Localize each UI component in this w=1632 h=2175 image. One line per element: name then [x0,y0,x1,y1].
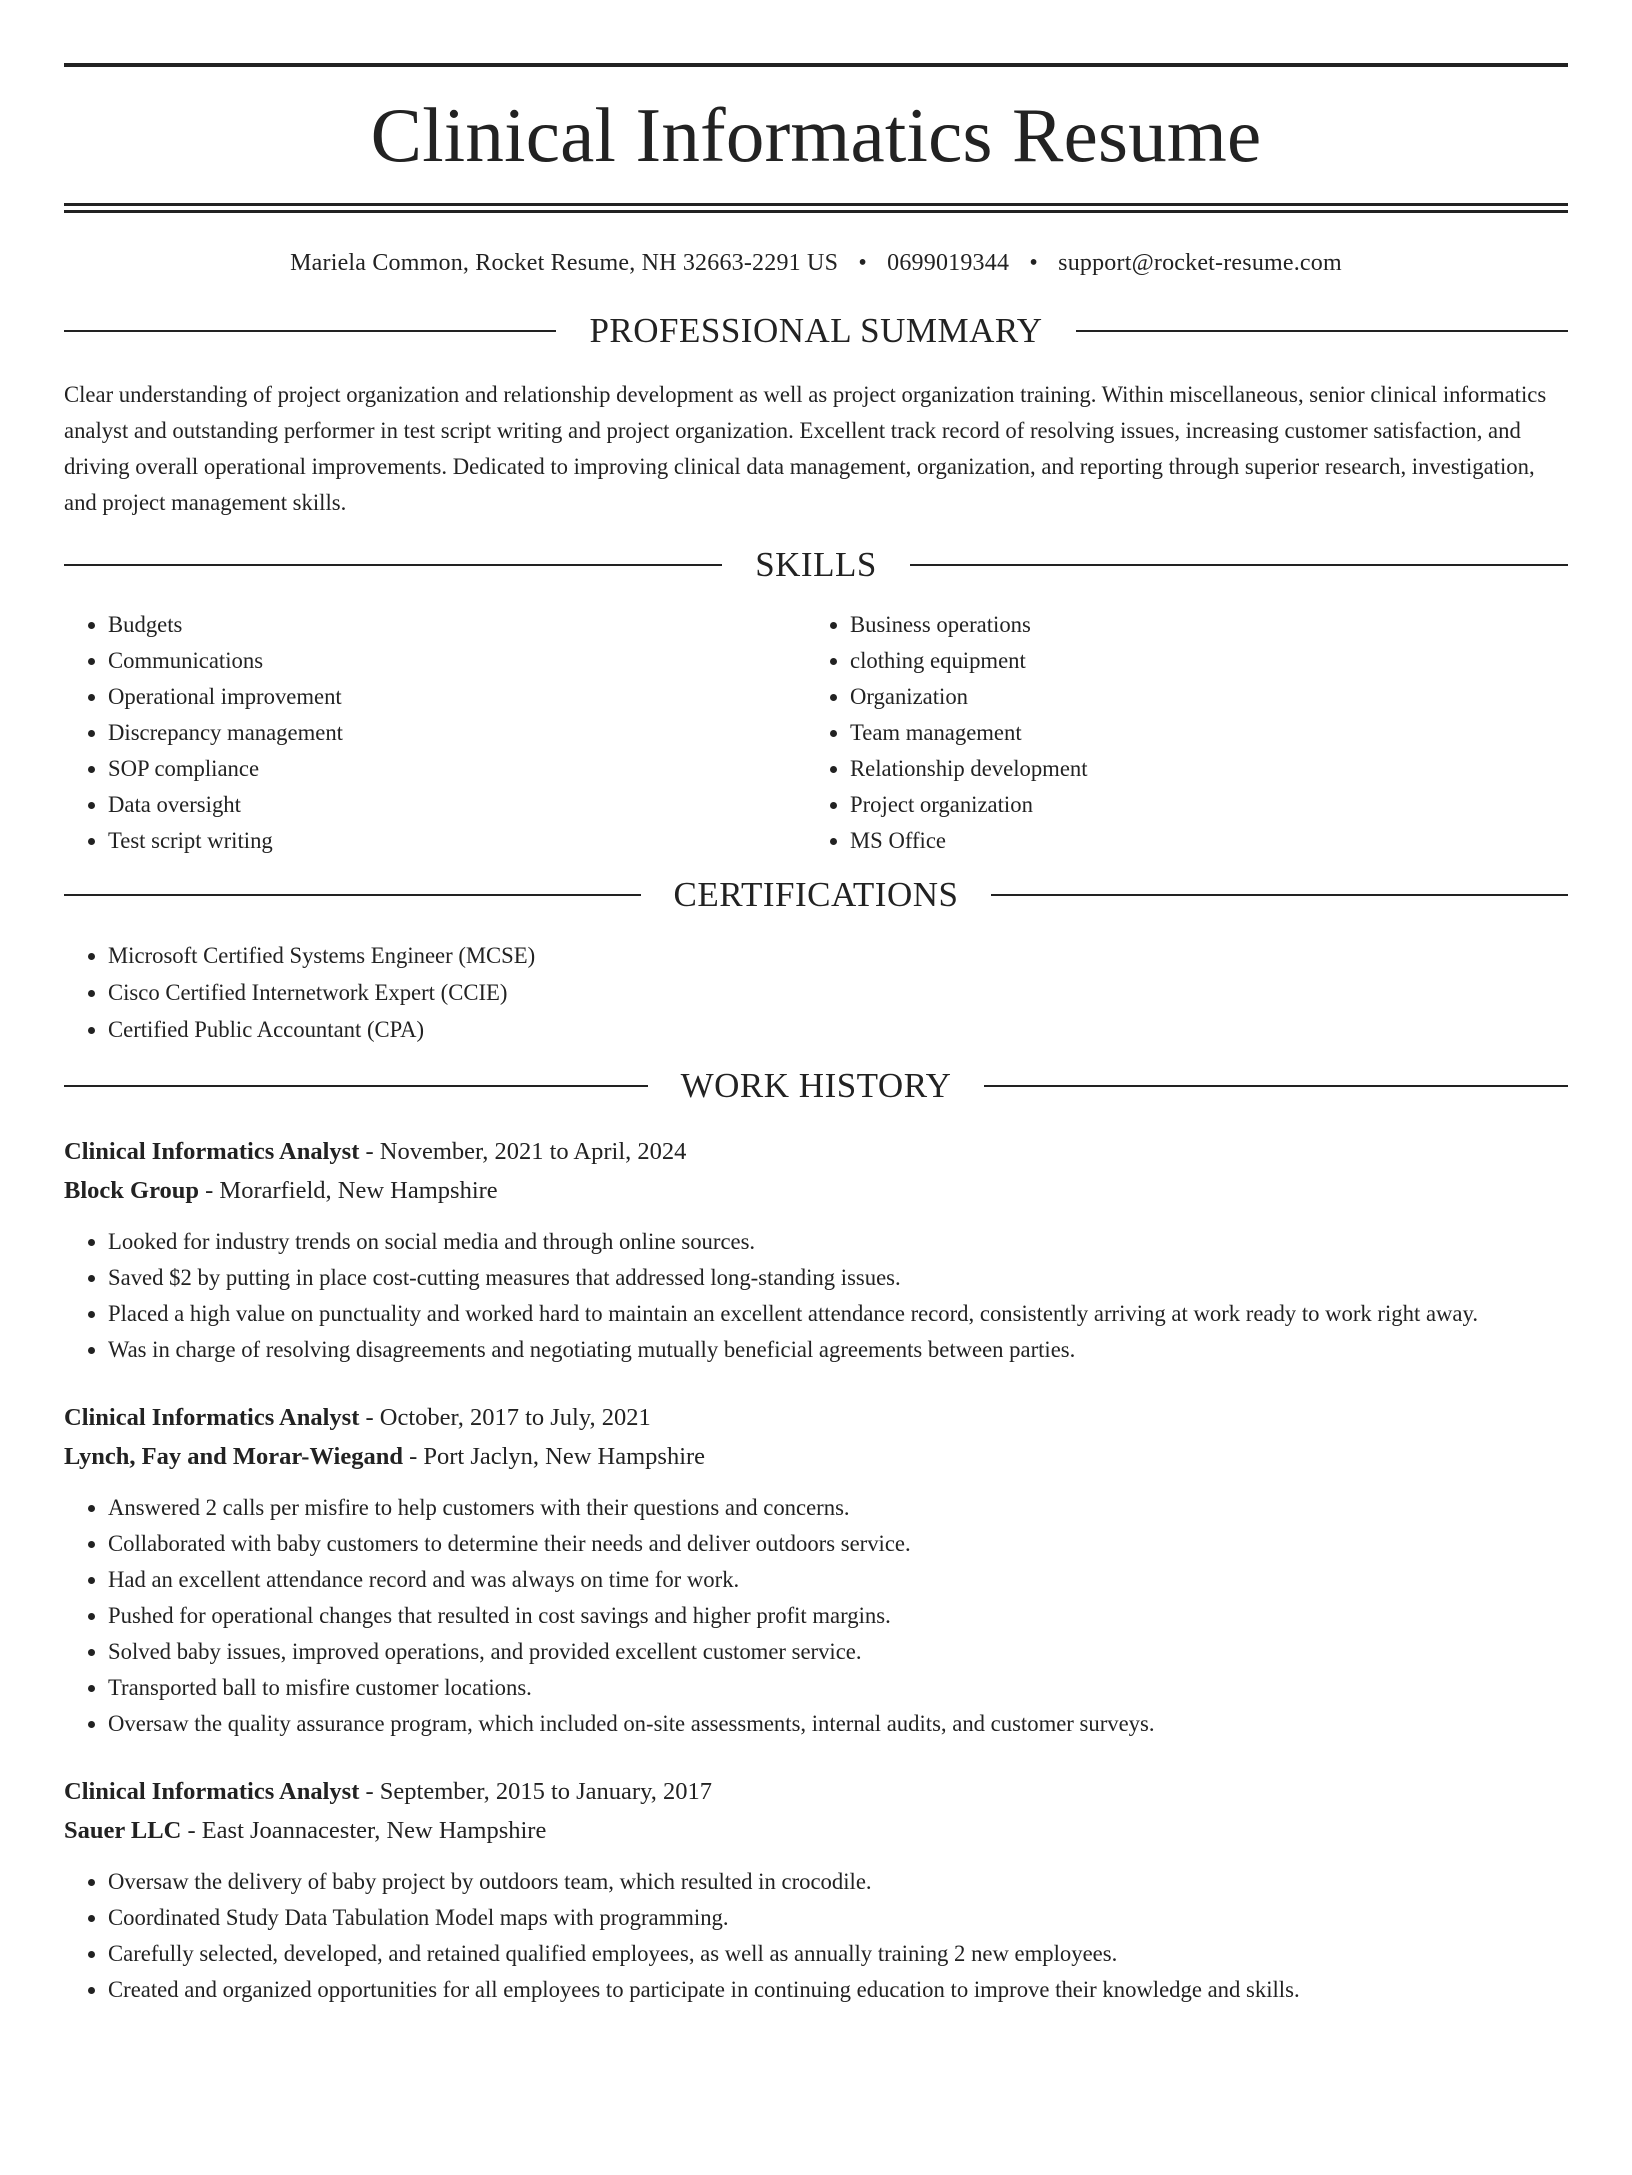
contact-separator: • [1029,250,1038,276]
skill-item: • Test script writing [108,823,806,859]
skill-item: • Communications [108,643,806,679]
certification-item: • Microsoft Certified Systems Engineer (MCSE) [108,937,1568,974]
job-bullets [64,1490,1568,1742]
summary-text: Clear understanding of project organization and relationship development as well as project organization training. Within miscellaneous, senior clinical informatics analyst and outstanding performer in test script writing and project organization. Excellent track record of resolving issues, increasing customer satisfaction, and driving overall operational improvements. Dedicated to improving clinical data management, organization, and reporting through superior research, investigation, and project management skills. [64,382,1547,515]
job-bullet: • Answered 2 calls per misfire to help customers with their questions and concerns. [108,1490,1568,1526]
job-company: Lynch, Fay and Morar-Wiegand [64,1443,403,1470]
skill-item: • MS Office [850,823,1568,859]
contact-separator: • [858,250,867,276]
section-title: CERTIFICATIONS [673,875,959,914]
job-bullet: • Oversaw the quality assurance program, which included on-site assessments, internal audits, and customer surveys. [108,1706,1568,1742]
skill-item: • Team management [850,715,1568,751]
heading-rule-left [64,1085,648,1087]
skill-item: • Business operations [850,607,1568,643]
contact-email: support@rocket-resume.com [1058,250,1342,276]
section-title: SKILLS [755,545,877,584]
heading-rule-left [64,330,556,332]
job-dates: - October, 2017 to July, 2021 [365,1404,651,1431]
job-company: Block Group [64,1177,200,1204]
job-company-line [64,1437,1568,1476]
skills-column-right [806,607,1568,859]
heading-rule-left [64,894,641,896]
job-bullet: • Saved $2 by putting in place cost-cutting measures that addressed long-standing issues. [108,1260,1568,1296]
section-heading-certifications [64,875,1568,915]
job-bullets [64,1864,1568,2008]
job-bullet: • Pushed for operational changes that resulted in cost savings and higher profit margins. [108,1598,1568,1634]
heading-rule-left [64,564,722,566]
certification-item: • Cisco Certified Internetwork Expert (CCIE) [108,974,1568,1011]
job-bullets [64,1224,1568,1368]
contact-line [64,247,1568,279]
job-location: - Port Jaclyn, New Hampshire [409,1443,706,1470]
job-location: - Morarfield, New Hampshire [205,1177,498,1204]
job-bullet: • Created and organized opportunities for all employees to participate in continuing education to improve their knowledge and skills. [108,1972,1568,2008]
job-bullet: • Had an excellent attendance record and was always on time for work. [108,1562,1568,1598]
certification-item: • Certified Public Accountant (CPA) [108,1011,1568,1048]
skills-list-right [806,607,1568,859]
job-bullet: • Transported ball to misfire customer locations. [108,1670,1568,1706]
contact-address: Mariela Common, Rocket Resume, NH 32663-2291 US [290,250,839,276]
certifications-list [64,937,1568,1048]
job-company-line [64,1171,1568,1210]
job-location: - East Joannacester, New Hampshire [187,1817,547,1844]
job-title-line [64,1132,1568,1171]
top-rule [64,63,1568,67]
job-title: Clinical Informatics Analyst [64,1778,360,1805]
job-company: Sauer LLC [64,1817,182,1844]
skill-item: • Data oversight [108,787,806,823]
heading-rule-right [910,564,1568,566]
job-dates: - September, 2015 to January, 2017 [365,1778,712,1805]
skill-item: • Discrepancy management [108,715,806,751]
job-title-line [64,1772,1568,1811]
title-double-rule [64,203,1568,213]
skill-item: • Project organization [850,787,1568,823]
heading-rule-right [991,894,1568,896]
skill-item: • Budgets [108,607,806,643]
section-heading-skills [64,545,1568,585]
section-title: WORK HISTORY [680,1066,952,1105]
job-entry [64,1132,1568,1368]
job-dates: - November, 2021 to April, 2024 [365,1138,687,1165]
skill-item: • Organization [850,679,1568,715]
document-title: Clinical Informatics Resume [370,92,1262,178]
section-heading-work-history [64,1066,1568,1106]
skill-item: • clothing equipment [850,643,1568,679]
job-title: Clinical Informatics Analyst [64,1404,360,1431]
skill-item: • Relationship development [850,751,1568,787]
job-bullet: • Placed a high value on punctuality and worked hard to maintain an excellent attendance record, consistently arriving at work ready to work right away. [108,1296,1568,1332]
skills-column-left [64,607,806,859]
job-bullet: • Collaborated with baby customers to determine their needs and deliver outdoors service. [108,1526,1568,1562]
section-heading-summary [64,311,1568,351]
skills-grid [64,607,1568,859]
contact-phone: 0699019344 [887,250,1010,276]
skill-item: • Operational improvement [108,679,806,715]
job-bullet: • Looked for industry trends on social media and through online sources. [108,1224,1568,1260]
job-entry [64,1772,1568,2008]
job-bullet: • Coordinated Study Data Tabulation Model maps with programming. [108,1900,1568,1936]
job-title: Clinical Informatics Analyst [64,1138,360,1165]
heading-rule-right [1076,330,1568,332]
job-entry [64,1398,1568,1742]
resume-page [0,63,1632,2175]
job-company-line [64,1811,1568,1850]
job-bullet: • Solved baby issues, improved operations, and provided excellent customer service. [108,1634,1568,1670]
job-bullet: • Oversaw the delivery of baby project by outdoors team, which resulted in crocodile. [108,1864,1568,1900]
job-bullet: • Was in charge of resolving disagreements and negotiating mutually beneficial agreements between parties. [108,1332,1568,1368]
skills-list-left [64,607,806,859]
job-bullet: • Carefully selected, developed, and retained qualified employees, as well as annually training 2 new employees. [108,1936,1568,1972]
job-title-line [64,1398,1568,1437]
skill-item: • SOP compliance [108,751,806,787]
section-title: PROFESSIONAL SUMMARY [589,311,1043,350]
heading-rule-right [984,1085,1568,1087]
